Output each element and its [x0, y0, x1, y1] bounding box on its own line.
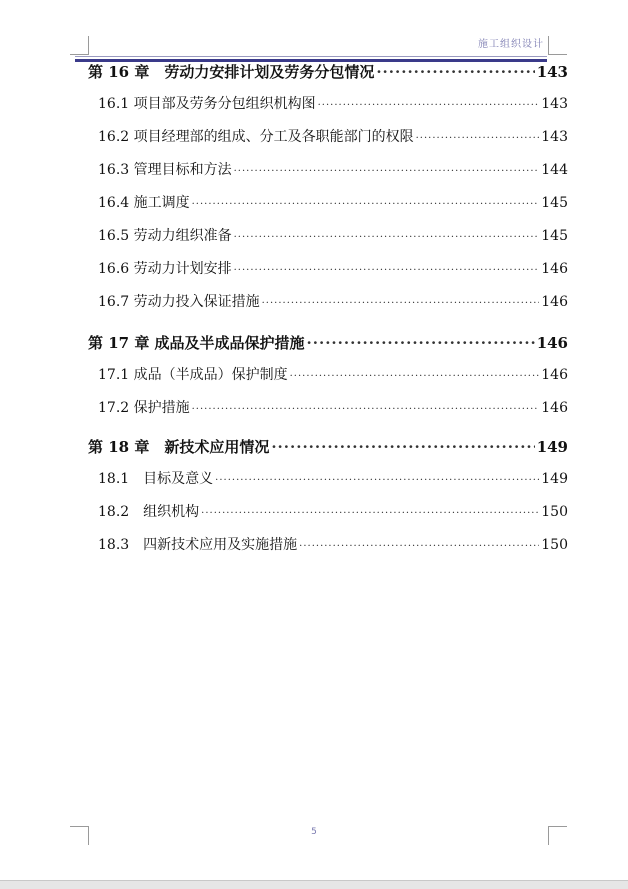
toc-section-entry[interactable]	[88, 220, 568, 253]
toc-section-entry[interactable]	[88, 286, 568, 319]
toc-section-title: 18.2 组织机构	[98, 504, 200, 520]
header-rule-thin	[75, 56, 547, 57]
toc-chapter-entry[interactable]	[88, 331, 568, 355]
toc-section-title: 16.2 项目经理部的组成、分工及各职能部门的权限	[98, 129, 414, 145]
toc-page-number: 143	[541, 96, 568, 112]
toc-page-number: 150	[541, 504, 568, 520]
toc-page-number: 146	[541, 400, 568, 416]
toc-page-number: 146	[536, 334, 568, 352]
toc-section-title: 16.4 施工调度	[98, 195, 190, 211]
toc-section-title: 18.3 四新技术应用及实施措施	[98, 537, 298, 553]
toc-section-title: 18.1 目标及意义	[98, 471, 214, 487]
toc-page-number: 146	[541, 261, 568, 277]
toc-page-number: 144	[541, 162, 568, 178]
toc-section-title: 16.1 项目部及劳务分包组织机构图	[98, 96, 316, 112]
toc-chapter-title: 第 18 章 新技术应用情况	[88, 438, 270, 456]
toc-section-title: 17.2 保护措施	[98, 400, 190, 416]
toc-section-entry[interactable]	[88, 359, 568, 392]
toc-section-entry[interactable]	[88, 253, 568, 286]
toc-page-number: 149	[541, 471, 568, 487]
toc-page-number: 150	[541, 537, 568, 553]
dot-leader	[299, 530, 539, 563]
toc-page-number: 149	[536, 438, 568, 456]
toc-page-number: 146	[541, 294, 568, 310]
toc-section-entry[interactable]	[88, 121, 568, 154]
dot-leader	[234, 254, 540, 287]
dot-leader	[215, 464, 539, 497]
toc-section-entry[interactable]	[88, 529, 568, 562]
toc-chapter-title: 第 16 章 劳动力安排计划及劳务分包情况	[88, 63, 375, 81]
dot-leader	[376, 60, 534, 84]
dot-leader	[201, 497, 539, 530]
toc-section-title: 17.1 成品（半成品）保护制度	[98, 367, 288, 383]
toc-chapter-entry[interactable]	[88, 60, 568, 84]
dot-leader	[234, 155, 540, 188]
toc-section-entry[interactable]	[88, 496, 568, 529]
toc-section-entry[interactable]	[88, 392, 568, 425]
dot-leader	[271, 435, 534, 459]
toc-section-entry[interactable]	[88, 187, 568, 220]
dot-leader	[192, 188, 540, 221]
crop-mark-top-left	[70, 36, 89, 55]
dot-leader	[290, 360, 540, 393]
toc-chapter-title: 第 17 章 成品及半成品保护措施	[88, 334, 305, 352]
toc-section-title: 16.6 劳动力计划安排	[98, 261, 232, 277]
toc-chapter-entry[interactable]	[88, 435, 568, 459]
toc-page-number: 145	[541, 195, 568, 211]
dot-leader	[192, 393, 540, 426]
table-of-contents	[88, 60, 568, 562]
page-number: 5	[311, 827, 317, 837]
toc-section-title: 16.3 管理目标和方法	[98, 162, 232, 178]
toc-page-number: 143	[536, 63, 568, 81]
dot-leader	[262, 287, 540, 320]
toc-page-number: 143	[541, 129, 568, 145]
dot-leader	[234, 221, 540, 254]
dot-leader	[307, 331, 535, 355]
toc-section-entry[interactable]	[88, 463, 568, 496]
toc-section-entry[interactable]	[88, 154, 568, 187]
dot-leader	[416, 122, 540, 155]
toc-section-title: 16.7 劳动力投入保证措施	[98, 294, 260, 310]
crop-mark-top-right	[548, 36, 567, 55]
toc-page-number: 145	[541, 228, 568, 244]
toc-section-entry[interactable]	[88, 88, 568, 121]
dot-leader	[318, 89, 540, 122]
toc-page-number: 146	[541, 367, 568, 383]
toc-section-title: 16.5 劳动力组织准备	[98, 228, 232, 244]
running-header: 施工组织设计	[478, 39, 544, 50]
